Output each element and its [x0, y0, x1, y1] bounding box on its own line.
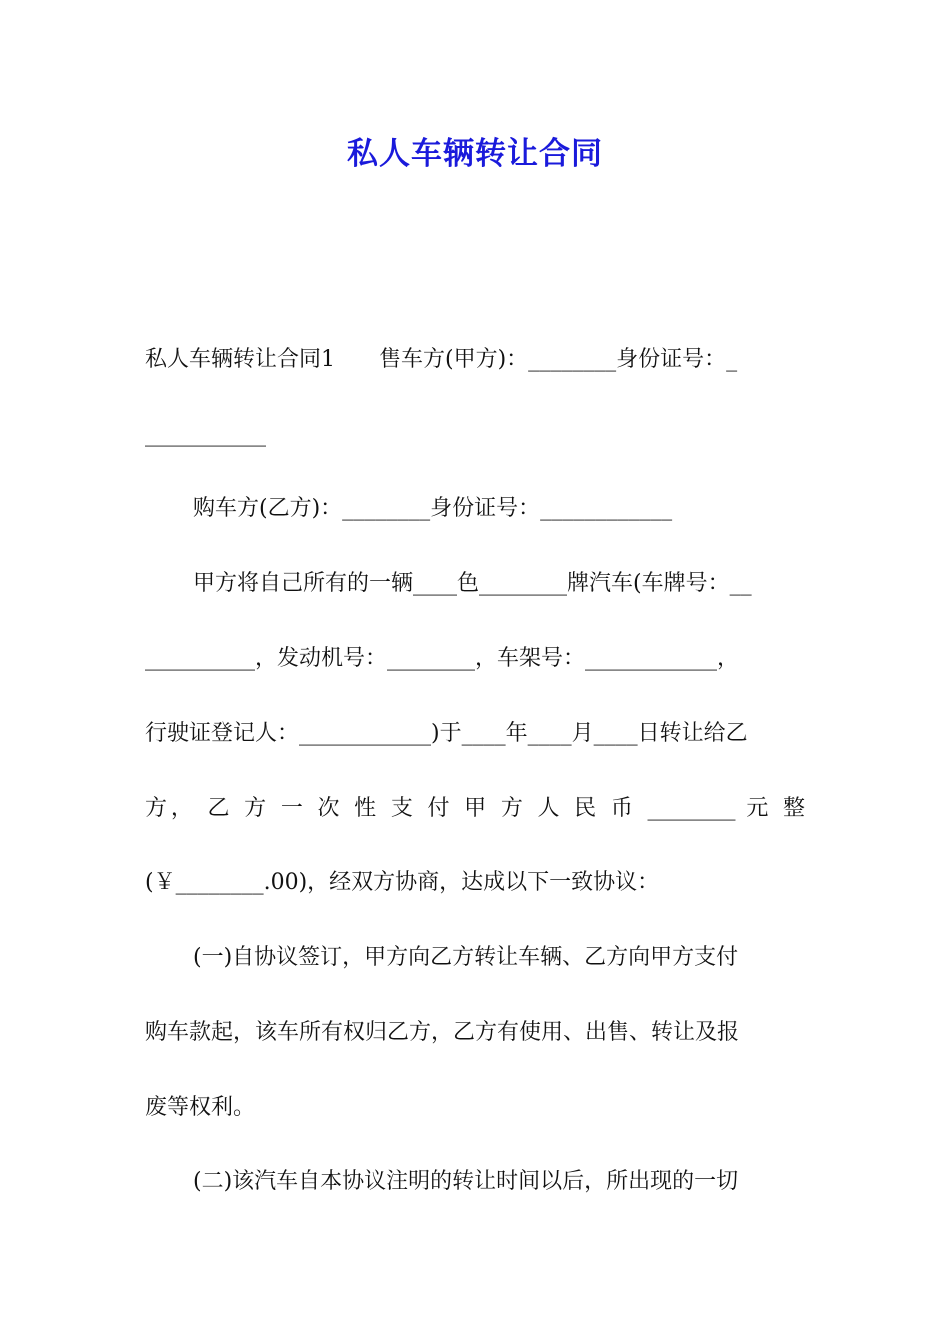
paragraph-line: 私人车辆转让合同1 售车方(甲方)：________身份证号：_: [145, 347, 738, 372]
paragraph-line: (￥________.00)，经双方协商，达成以下一致协议：: [145, 870, 660, 895]
paragraph-line: 购车方(乙方)：________身份证号：____________: [193, 496, 673, 521]
paragraph-line: 行驶证登记人：____________)于____年____月____日转让给乙: [145, 721, 748, 746]
paragraph-line: (二)该汽车自本协议注明的转让时间以后，所出现的一切: [193, 1169, 739, 1194]
paragraph-line: 购车款起，该车所有权归乙方，乙方有使用、出售、转让及报: [145, 1020, 740, 1045]
paragraph-line: 方， 乙 方 一 次 性 支 付 甲 方 人 民 币 ________ 元 整: [145, 796, 805, 821]
document-title: 私人车辆转让合同: [347, 136, 603, 172]
paragraph-line: 甲方将自己所有的一辆____色________牌汽车(车牌号：__: [193, 571, 752, 596]
paragraph-line: (一)自协议签订，甲方向乙方转让车辆、乙方向甲方支付: [193, 945, 739, 970]
paragraph-line: ___________: [145, 422, 266, 447]
paragraph-line: 废等权利。: [145, 1095, 256, 1120]
paragraph-line: __________，发动机号：________，车架号：____________，: [145, 646, 740, 671]
